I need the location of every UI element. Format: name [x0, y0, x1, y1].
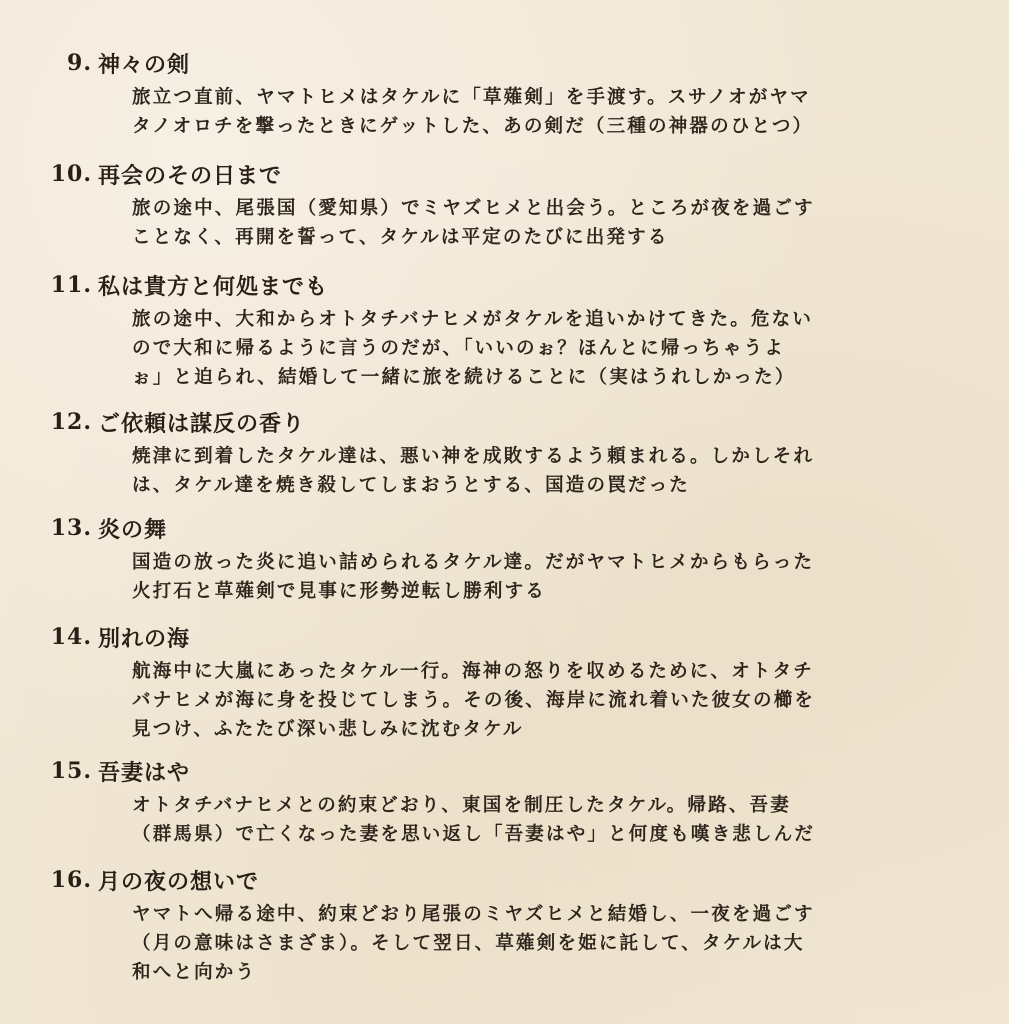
entry-number: 11. [50, 272, 92, 298]
entry-description [132, 305, 922, 392]
entry-number: 16. [50, 867, 92, 893]
description-line: 焼津に到着したタケル達は、悪い神を成敗するよう頼まれる。しかしそれ [132, 446, 815, 467]
entry-title: 吾妻はや [98, 759, 191, 786]
entry-heading [0, 863, 259, 897]
description-line: 旅の途中、大和からオトタチバナヒメがタケルを追いかけてきた。危ない [132, 309, 814, 330]
description-line: ヤマトへ帰る途中、約束どおり尾張のミヤズヒメと結婚し、一夜を過ごす [132, 904, 815, 925]
entry-number: 15. [50, 758, 92, 784]
description-line: ので大和に帰るように言うのだが、「いいのぉ？ほんとに帰っちゃうよ [132, 338, 785, 359]
entry-number: 12. [50, 409, 92, 435]
description-line: タノオロチを撃ったときにゲットした、あの剣だ（三種の神器のひとつ） [132, 116, 814, 137]
description-line: 火打石と草薙剣で見事に形勢逆転し勝利する [132, 581, 547, 602]
entry-heading [0, 511, 167, 545]
description-line: ぉ」と迫られ、結婚して一緒に旅を続けることに（実はうれしかった） [132, 367, 796, 388]
entry-title: 炎の舞 [98, 516, 168, 543]
description-line: 旅立つ直前、ヤマトヒメはタケルに「草薙剣」を手渡す。スサノオがヤマ [132, 87, 811, 108]
description-line: 旅の途中、尾張国（愛知県）でミヤズヒメと出会う。ところが夜を過ごす [132, 198, 815, 219]
entry-description [132, 83, 922, 141]
entry-description [132, 194, 922, 252]
description-line: バナヒメが海に身を投じてしまう。その後、海岸に流れ着いた彼女の櫛を [132, 690, 816, 711]
entry-title: ご依頼は謀反の香り [98, 410, 306, 437]
entry-heading [0, 620, 190, 654]
description-line: （群馬県）で亡くなった妻を思い返し「吾妻はや」と何度も嘆き悲しんだ [132, 824, 816, 845]
entry-description [132, 900, 922, 987]
description-line: ことなく、再開を誓って、タケルは平定のたびに出発する [132, 227, 669, 248]
entry-number: 14. [50, 624, 92, 650]
entry-number: 10. [50, 161, 92, 187]
entry-heading [0, 754, 190, 788]
description-line: オトタチバナヒメとの約束どおり、東国を制圧したタケル。帰路、吾妻 [132, 795, 791, 816]
entry-description [132, 791, 922, 849]
entry-heading [0, 405, 305, 439]
entry-number: 9. [67, 50, 92, 76]
entry-heading [0, 46, 190, 80]
description-line: 和へと向かう [132, 962, 257, 983]
entry-title: 再会のその日まで [98, 162, 283, 189]
description-line: （月の意味はさまざま）。そして翌日、草薙剣を姫に託して、タケルは大 [132, 933, 805, 954]
description-line: 見つけ、ふたたび深い悲しみに沈むタケル [132, 719, 524, 740]
description-line: 国造の放った炎に追い詰められるタケル達。だがヤマトヒメからもらった [132, 552, 815, 573]
entry-description [132, 442, 922, 500]
entry-title: 月の夜の想いで [98, 868, 260, 895]
entry-heading [0, 268, 328, 302]
entry-title: 別れの海 [98, 625, 191, 652]
description-line: は、タケル達を焼き殺してしまおうとする、国造の罠だった [132, 475, 690, 496]
entry-heading [0, 157, 282, 191]
entry-description [132, 548, 922, 606]
entry-title: 神々の剣 [98, 51, 191, 78]
description-line: 航海中に大嵐にあったタケル一行。海神の怒りを収めるために、オトタチ [132, 661, 814, 682]
entry-description [132, 657, 922, 744]
entry-number: 13. [50, 515, 92, 541]
entry-title: 私は貴方と何処までも [98, 273, 329, 300]
